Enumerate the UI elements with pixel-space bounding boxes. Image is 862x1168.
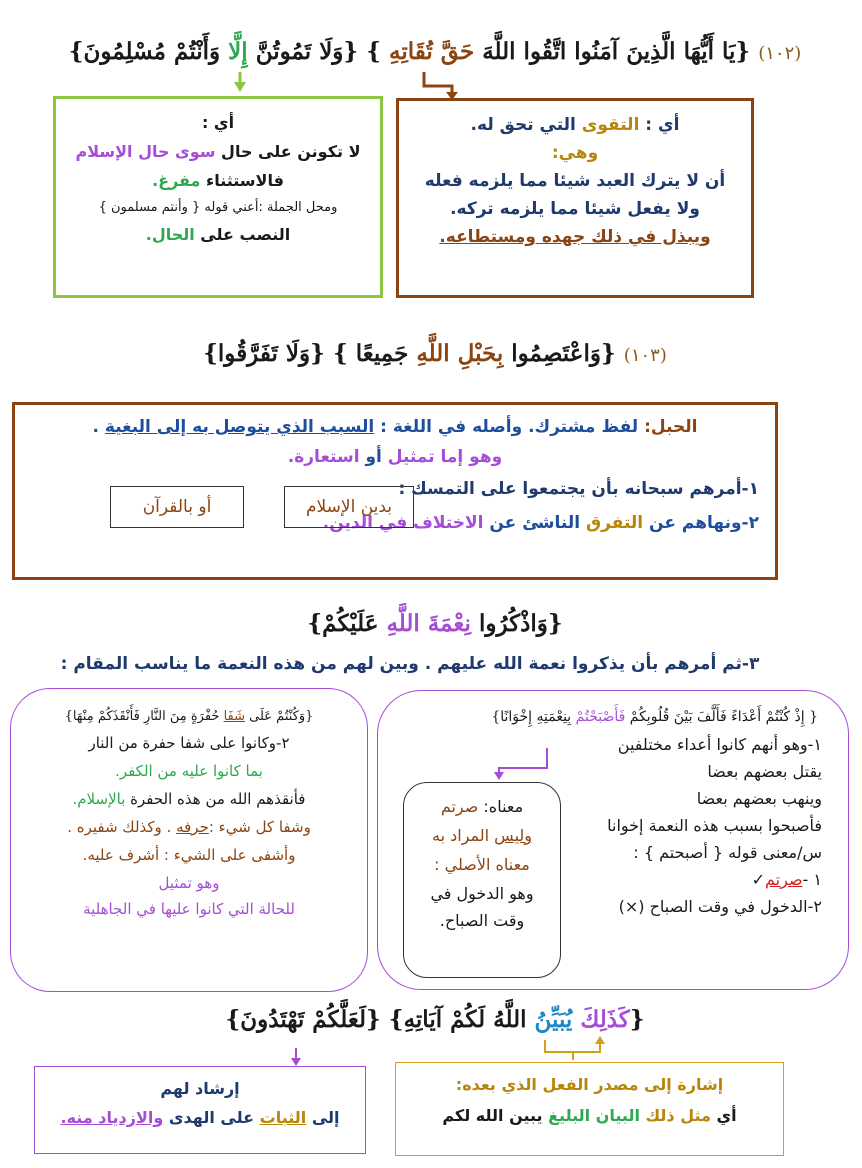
irshad-line-2: إلى الثبات على الهدى والازدياد منه. — [60, 1108, 340, 1127]
right-line-4: فأصبحوا بسبب هذه النعمة إخوانا — [607, 816, 822, 835]
verse-highlight-habl: بِحَبْلِ اللَّهِ — [416, 340, 504, 367]
ishara-line-2: أي مثل ذلك البيان البليغ يبين الله لكم — [442, 1106, 737, 1125]
verse-highlight-nimah: نِعْمَةَ اللَّهِ — [386, 610, 471, 637]
irshad-box — [34, 1066, 366, 1154]
check-icon: ✓ — [751, 870, 766, 889]
left-line-1: ٢-وكانوا على شفا حفرة من النار — [88, 734, 290, 752]
verse-kadhalika: {كَذَلِكَ يُبَيِّنُ اللَّهُ لَكُمْ آيَاتِهِ} {لَعَلَّكُمْ تَهْتَدُونَ} — [225, 1006, 645, 1033]
istithna-line-1: أي : — [201, 113, 235, 132]
left-line-6: وهو تمثيل — [158, 874, 220, 892]
bracket-kadhalika — [545, 1040, 600, 1052]
right-line-7: ٢-الدخول في وقت الصباح (×) — [618, 897, 822, 916]
right-line-3: وينهب بعضهم بعضا — [696, 789, 822, 808]
inner-meaning-box — [403, 782, 561, 978]
right-line-6: ١ -صرتم✓ — [751, 870, 822, 889]
verse-103: (١٠٣) {وَاعْتَصِمُوا بِحَبْلِ اللَّهِ جَمِيعًا } {وَلَا تَفَرَّقُوا} — [203, 340, 667, 367]
habl-line-1: الحبل: لفظ مشترك. وأصله في اللغة : السبب الذي يتوصل به إلى البغية . — [92, 417, 698, 437]
left-line-2: بما كانوا عليه من الكفر. — [115, 762, 263, 780]
habl-line-4: ٢-ونهاهم عن التفرق الناشئ عن الاختلاف في الدين. — [322, 513, 759, 533]
inner-line-5: وقت الصباح. — [439, 911, 525, 930]
left-line-3: فأنقذهم الله من هذه الحفرة بالإسلام. — [72, 790, 306, 808]
left-line-5: وأشفى على الشيء : أشرف عليه. — [82, 846, 296, 864]
option-islam-box: بدين الإسلام — [284, 486, 414, 528]
inner-line-4: وهو الدخول في — [430, 884, 534, 903]
verse-text: {يَا أَيُّهَا الَّذِينَ آمَنُوا اتَّقُوا اللَّهَ — [474, 38, 751, 65]
right-line-5: س/معنى قوله { أصبحتم } : — [633, 843, 822, 862]
verse-text: وَأَنْتُمْ مُسْلِمُونَ} — [68, 38, 229, 65]
taqwa-line-4: ولا يفعل شيئا مما يلزمه تركه. — [450, 199, 700, 219]
istithna-line-3: فالاستثناء مفرغ. — [152, 171, 284, 190]
left-verse-line: {وَكُنْتُمْ عَلَى شَفَا حُفْرَةٍ مِنَ النَّارِ فَأَنْقَذَكُمْ مِنْهَا} — [64, 709, 314, 724]
right-line-2: يقتل بعضهم بعضا — [707, 762, 822, 781]
istithna-line-4: ومحل الجملة :أعني قوله { وأنتم مسلمون } — [98, 200, 338, 215]
taqwa-line-1: أي : التقوى التي تحق له. — [470, 115, 680, 135]
taqwa-line-5: ويبذل في ذلك جهده ومستطاعه. — [439, 227, 711, 247]
habl-line-2: وهو إما تمثيل أو استعارة. — [287, 447, 503, 467]
option-quran-box: أو بالقرآن — [110, 486, 244, 528]
istithna-box — [53, 96, 383, 298]
istithna-line-5: النصب على الحال. — [145, 225, 291, 244]
istithna-line-2: لا تكونن على حال سوى حال الإسلام — [75, 142, 361, 161]
verse-highlight-haqqa: حَقَّ تُقَاتِهِ — [389, 38, 475, 65]
verse-number: (١٠٣) — [623, 345, 667, 366]
intro-3: ٣-ثم أمرهم بأن يذكروا نعمة الله عليهم . وبين لهم من هذه النعمة ما يناسب المقام : — [60, 654, 760, 674]
verse-highlight-illa: إِلَّا — [228, 38, 248, 65]
verse-number: (١٠٢) — [758, 43, 802, 64]
left-line-4: وشفا كل شيء :حرفه . وكذلك شفيره . — [67, 818, 311, 836]
verse-nimah: {وَاذْكُرُوا نِعْمَةَ اللَّهِ عَلَيْكُمْ} — [307, 610, 563, 637]
inner-line-3: معناه الأصلي : — [434, 855, 530, 874]
taqwa-box — [396, 98, 754, 298]
irshad-line-1: إرشاد لهم — [160, 1079, 240, 1098]
inner-line-2: وليس المراد به — [432, 826, 532, 845]
verse-text: } {وَلَا تَمُوتُنَّ — [247, 38, 390, 65]
ishara-box — [395, 1062, 784, 1156]
ishara-line-1: إشارة إلى مصدر الفعل الذي بعده: — [455, 1075, 724, 1094]
left-verse-box — [10, 688, 368, 992]
right-line-1: ١-وهو أنهم كانوا أعداء مختلفين — [617, 735, 822, 754]
left-line-7: للحالة التي كانوا عليها في الجاهلية — [83, 900, 295, 918]
habl-line-3: ١-أمرهم سبحانه بأن يجتمعوا على التمسك : — [398, 479, 759, 499]
verse-highlight-kadhalika: كَذَلِكَ — [580, 1006, 630, 1033]
right-verse-line: { إِذْ كُنْتُمْ أَعْدَاءً فَأَلَّفَ بَيْنَ قُلُوبِكُمْ فَأَصْبَحْتُمْ بِنِعْمَتِهِ إِخْوَانًا} — [491, 709, 818, 725]
inner-line-1: معناه: صرتم — [440, 797, 524, 816]
taqwa-line-2: وهي: — [551, 143, 599, 163]
verse-highlight-yubayyinu: يُبَيِّنُ — [534, 1006, 573, 1033]
taqwa-line-3: أن لا يترك العبد شيئا مما يلزمه فعله — [424, 171, 726, 191]
